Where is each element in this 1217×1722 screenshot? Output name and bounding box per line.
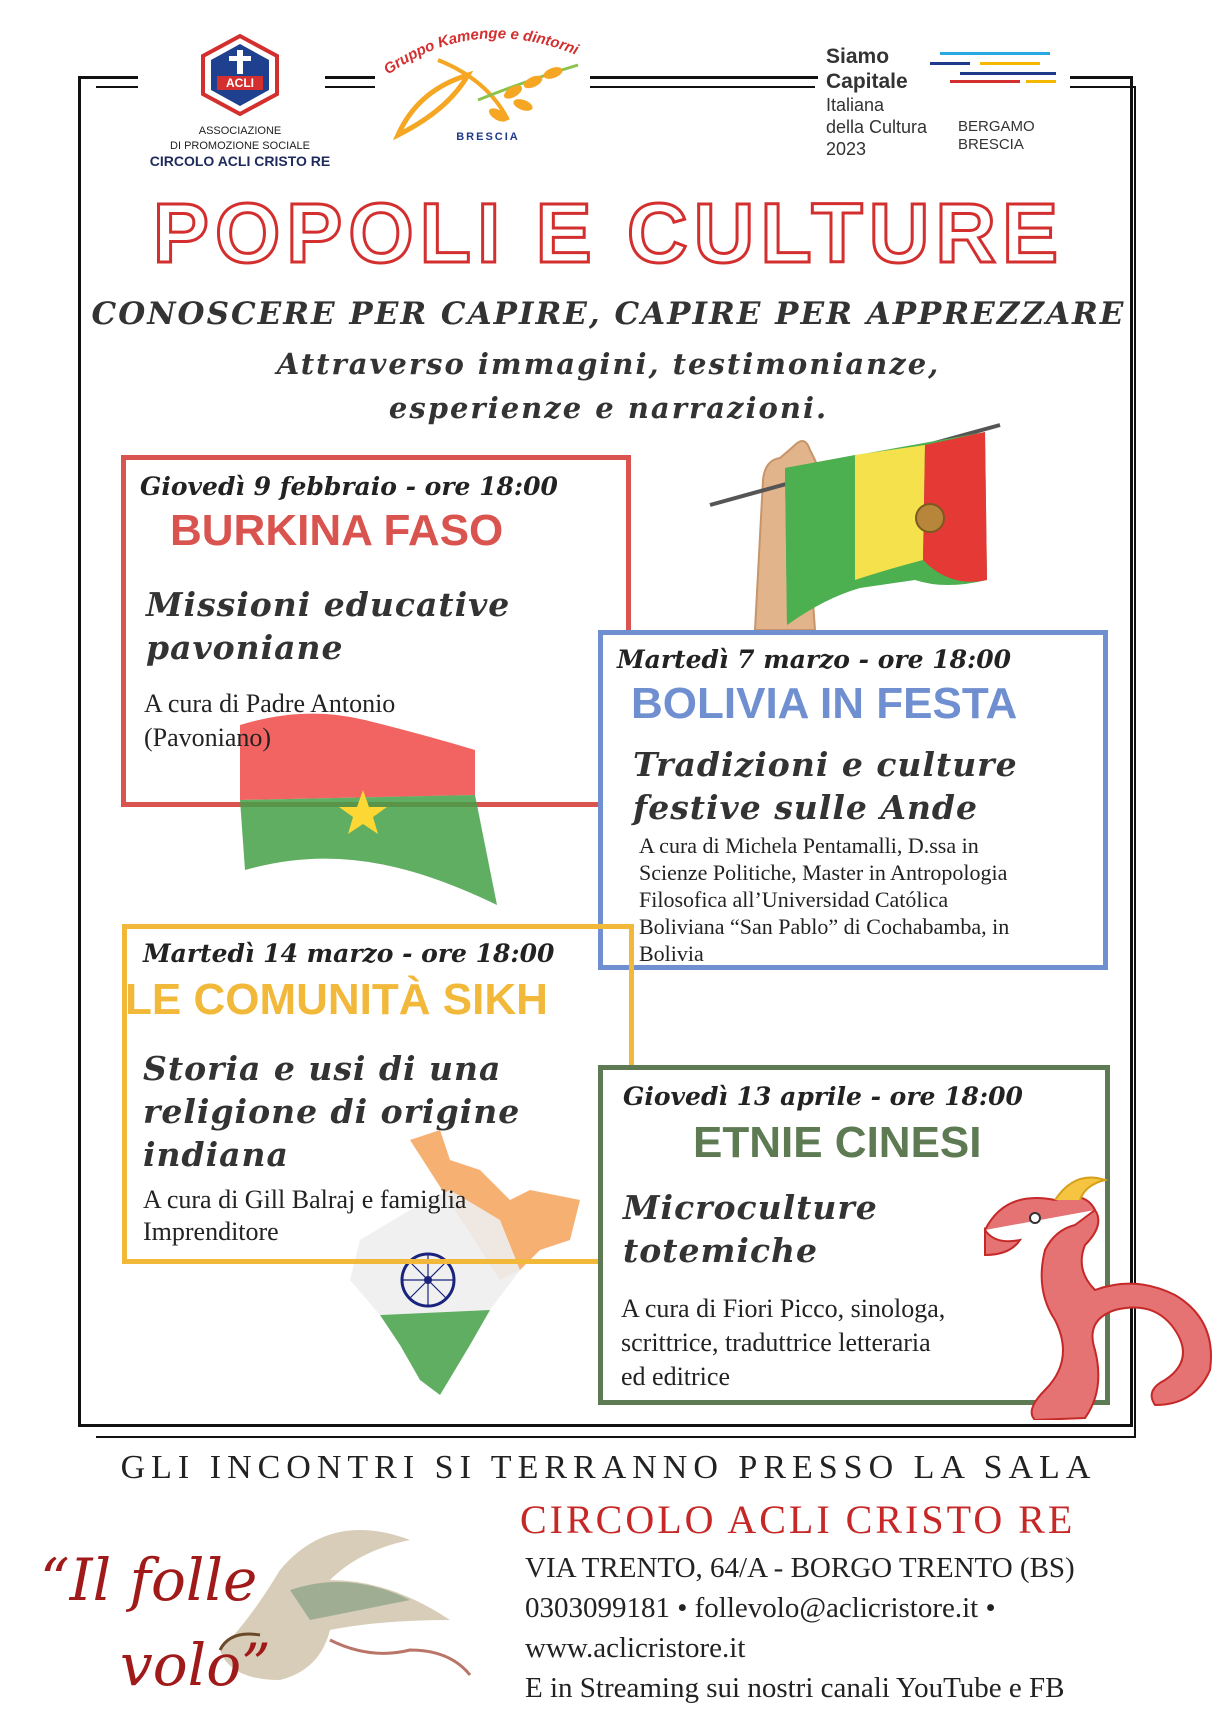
footer-address: VIA TRENTO, 64/A - BORGO TRENTO (BS) <box>525 1552 1075 1584</box>
event-curator-line2: (Pavoniano) <box>144 723 272 752</box>
tagline-line2: esperienze e narrazioni. <box>388 391 829 425</box>
event-card-sikh <box>122 924 634 1264</box>
event-date: Martedì 7 marzo - ore 18:00 <box>617 645 1012 674</box>
event-place: BURKINA FASO <box>170 506 504 555</box>
frame-segment <box>78 76 138 79</box>
event-topic <box>143 1047 520 1176</box>
acli-badge-text: ACLI <box>226 76 254 90</box>
kamenge-arc-text: Gruppo Kamenge e dintorni <box>380 25 581 79</box>
capitale-line3: Italiana <box>826 95 885 115</box>
event-curator-line1: A cura di Gill Balraj e famiglia <box>143 1185 467 1214</box>
capitale-city1: BERGAMO <box>958 118 1035 135</box>
event-curator <box>639 832 1009 967</box>
dragon-icon <box>965 1170 1217 1420</box>
event-topic-line2: totemiche <box>623 1231 819 1270</box>
capitale-line5: 2023 <box>826 139 867 159</box>
folle-text-line2: volo” <box>120 1631 271 1699</box>
acli-line1: ASSOCIAZIONE <box>198 125 282 137</box>
event-curator-line3: ed editrice <box>621 1362 730 1391</box>
event-topic-line2: pavoniane <box>146 628 344 667</box>
acli-line2: DI PROMOZIONE SOCIALE <box>170 140 310 152</box>
capitale-line4: della Cultura <box>826 117 928 137</box>
event-topic <box>633 743 1018 829</box>
capitale-logo <box>826 44 927 160</box>
event-place: ETNIE CINESI <box>693 1118 982 1167</box>
footer-website-link[interactable]: www.aclicristore.it <box>525 1632 746 1664</box>
event-topic <box>146 583 510 669</box>
acli-logo <box>140 34 340 169</box>
acli-shield-icon <box>199 34 281 116</box>
page-title: POPOLI E CULTURE <box>152 186 1065 280</box>
footer-venue: CIRCOLO ACLI CRISTO RE <box>520 1497 1076 1542</box>
event-topic <box>623 1186 878 1272</box>
footer-contacts[interactable]: 0303099181 • follevolo@aclicristore.it • <box>525 1592 996 1624</box>
page-subtitle: CONOSCERE PER CAPIRE, CAPIRE PER APPREZZARE <box>91 296 1126 332</box>
event-place: LE COMUNITÀ SIKH <box>125 975 548 1024</box>
footer-details <box>525 1548 1075 1708</box>
event-date: Giovedì 13 aprile - ore 18:00 <box>623 1082 1023 1111</box>
capitale-line2: Capitale <box>826 70 908 93</box>
il-folle-volo-logo <box>30 1510 510 1710</box>
event-curator-line1: A cura di Michela Pentamalli, D.ssa in <box>639 833 979 858</box>
event-card-bolivia <box>598 630 1108 970</box>
bolivia-flag-hand-icon <box>705 420 1005 630</box>
kamenge-logo <box>378 20 598 150</box>
event-topic-line1: Tradizioni e culture <box>633 745 1018 784</box>
event-curator-line3: Filosofica all’Universidad Católica <box>639 887 949 912</box>
event-curator-line1: A cura di Fiori Picco, sinologa, <box>621 1294 946 1323</box>
dove-icon <box>398 75 468 135</box>
frame-segment <box>1070 76 1133 79</box>
footer-streaming: E in Streaming sui nostri canali YouTube e FB <box>525 1672 1065 1704</box>
event-place: BOLIVIA IN FESTA <box>631 679 1018 728</box>
event-curator-line2: Imprenditore <box>143 1217 279 1246</box>
frame-segment <box>96 86 138 88</box>
capitale-line1: Siamo <box>826 45 890 68</box>
tagline <box>0 342 1217 430</box>
frame-segment <box>1070 86 1136 88</box>
capitale-cities <box>958 118 1035 154</box>
event-curator-line4: Boliviana “San Pablo” di Cochabamba, in <box>639 914 1010 939</box>
event-curator-line2: Scienze Politiche, Master in Antropologia <box>639 860 1008 885</box>
event-date: Martedì 14 marzo - ore 18:00 <box>143 939 555 968</box>
event-topic-line3: indiana <box>143 1135 289 1174</box>
capitale-stripes-icon <box>930 50 1060 90</box>
folle-text-line1: “Il folle <box>40 1546 258 1614</box>
footer-intro: GLI INCONTRI SI TERRANNO PRESSO LA SALA <box>120 1449 1097 1486</box>
frame-segment <box>590 76 815 79</box>
frame-segment <box>590 86 815 88</box>
event-topic-line1: Storia e usi di una <box>143 1049 502 1088</box>
capitale-city2: BRESCIA <box>958 136 1024 153</box>
event-curator-line5: Bolivia <box>639 941 704 966</box>
event-topic-line1: Microculture <box>623 1188 878 1227</box>
event-curator-line1: A cura di Padre Antonio <box>144 689 396 718</box>
event-curator-burkina <box>144 687 395 755</box>
event-curator <box>621 1292 945 1394</box>
event-topic-line2: festive sulle Ande <box>633 788 979 827</box>
tagline-line1: Attraverso immagini, testimonianze, <box>276 347 941 381</box>
event-curator <box>143 1184 466 1248</box>
acli-line3: CIRCOLO ACLI CRISTO RE <box>149 153 331 169</box>
event-curator-line2: scrittrice, traduttrice letteraria <box>621 1328 931 1357</box>
event-topic-line1: Missioni educative <box>146 585 511 624</box>
event-date: Giovedì 9 febbraio - ore 18:00 <box>140 472 558 501</box>
kamenge-city: BRESCIA <box>456 131 520 143</box>
event-topic-line2: religione di origine <box>143 1092 521 1131</box>
